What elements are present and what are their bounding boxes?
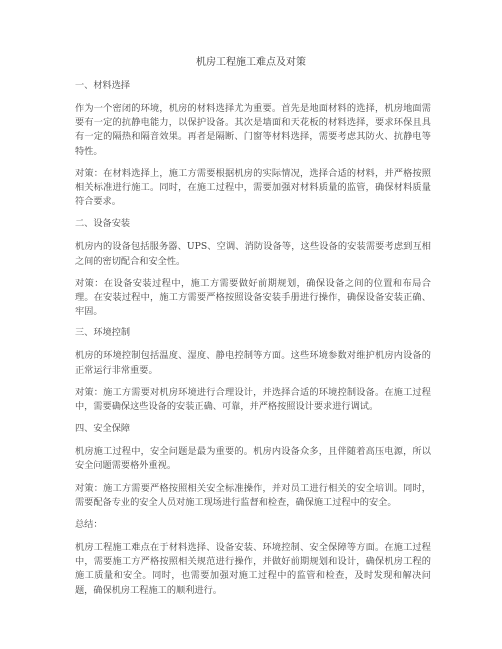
- section-paragraph: 对策：施工方需要对机房环境进行合理设计，并选择合适的环境控制设备。在施工过程中，需要确保这些设备的安装正确、可靠，并严格按照设计要求进行调试。: [75, 386, 431, 413]
- section-paragraph: 机房的环境控制包括温度、湿度、静电控制等方面。这些环境参数对维护机房内设备的正常运行非常重要。: [75, 350, 431, 376]
- section-heading-summary: 总结：: [75, 519, 103, 531]
- section-paragraph: 机房内的设备包括服务器、UPS、空调、消防设备等，这些设备的安装需要考虑到互相之间的密切配合和安全性。: [75, 241, 431, 267]
- section-heading-safety: 四、安全保障: [75, 423, 131, 435]
- document-body: [75, 79, 431, 606]
- section-heading-equipment: 二、设备安装: [75, 218, 131, 230]
- section-paragraph: 对策：在设备安装过程中，施工方需要做好前期规划，确保设备之间的位置和布局合理。在安装过程中，施工方需要严格按照设备安装手册进行操作，确保设备安装正确、牢固。: [75, 277, 431, 318]
- section-heading-materials: 一、材料选择: [75, 80, 131, 91]
- section-paragraph: 对策：施工方需要严格按照相关安全标准操作，并对员工进行相关的安全培训。同时，需要配备专业的安全人员对施工现场进行监督和检查，确保施工过程中的安全。: [75, 482, 431, 508]
- section-paragraph: 机房工程施工难点在于材料选择、设备安装、环境控制、安全保障等方面。在施工过程中，需要施工方严格按照相关规范进行操作，并做好前期规划和设计，确保机房工程的施工质量和安全。同时，也需要加强对施工过程中的监管和检查，及时发现和解决问题，确保机房工程施工的顺利进行。: [75, 542, 431, 596]
- section-paragraph: 作为一个密闭的环境，机房的材料选择尤为重要。首先是地面材料的选择，机房地面需要有一定的抗静电能力，以保护设备。其次是墙面和天花板的材料选择，要求环保且具有一定的隔热和隔音效果。再者是隔断、门窗等材料选择，需要考虑其防火、抗静电等特性。: [75, 103, 431, 157]
- section-heading-environment: 三、环境控制: [75, 327, 131, 339]
- document-title: 机房工程施工难点及对策: [196, 57, 306, 68]
- section-paragraph: 机房施工过程中，安全问题是最为重要的。机房内设备众多，且伴随着高压电源，所以安全问题需要格外重视。: [75, 446, 431, 472]
- section-paragraph: 对策：在材料选择上，施工方需要根据机房的实际情况，选择合适的材料，并严格按照相关标准进行施工。同时，在施工过程中，需要加强对材料质量的监管，确保材料质量符合要求。: [75, 167, 431, 208]
